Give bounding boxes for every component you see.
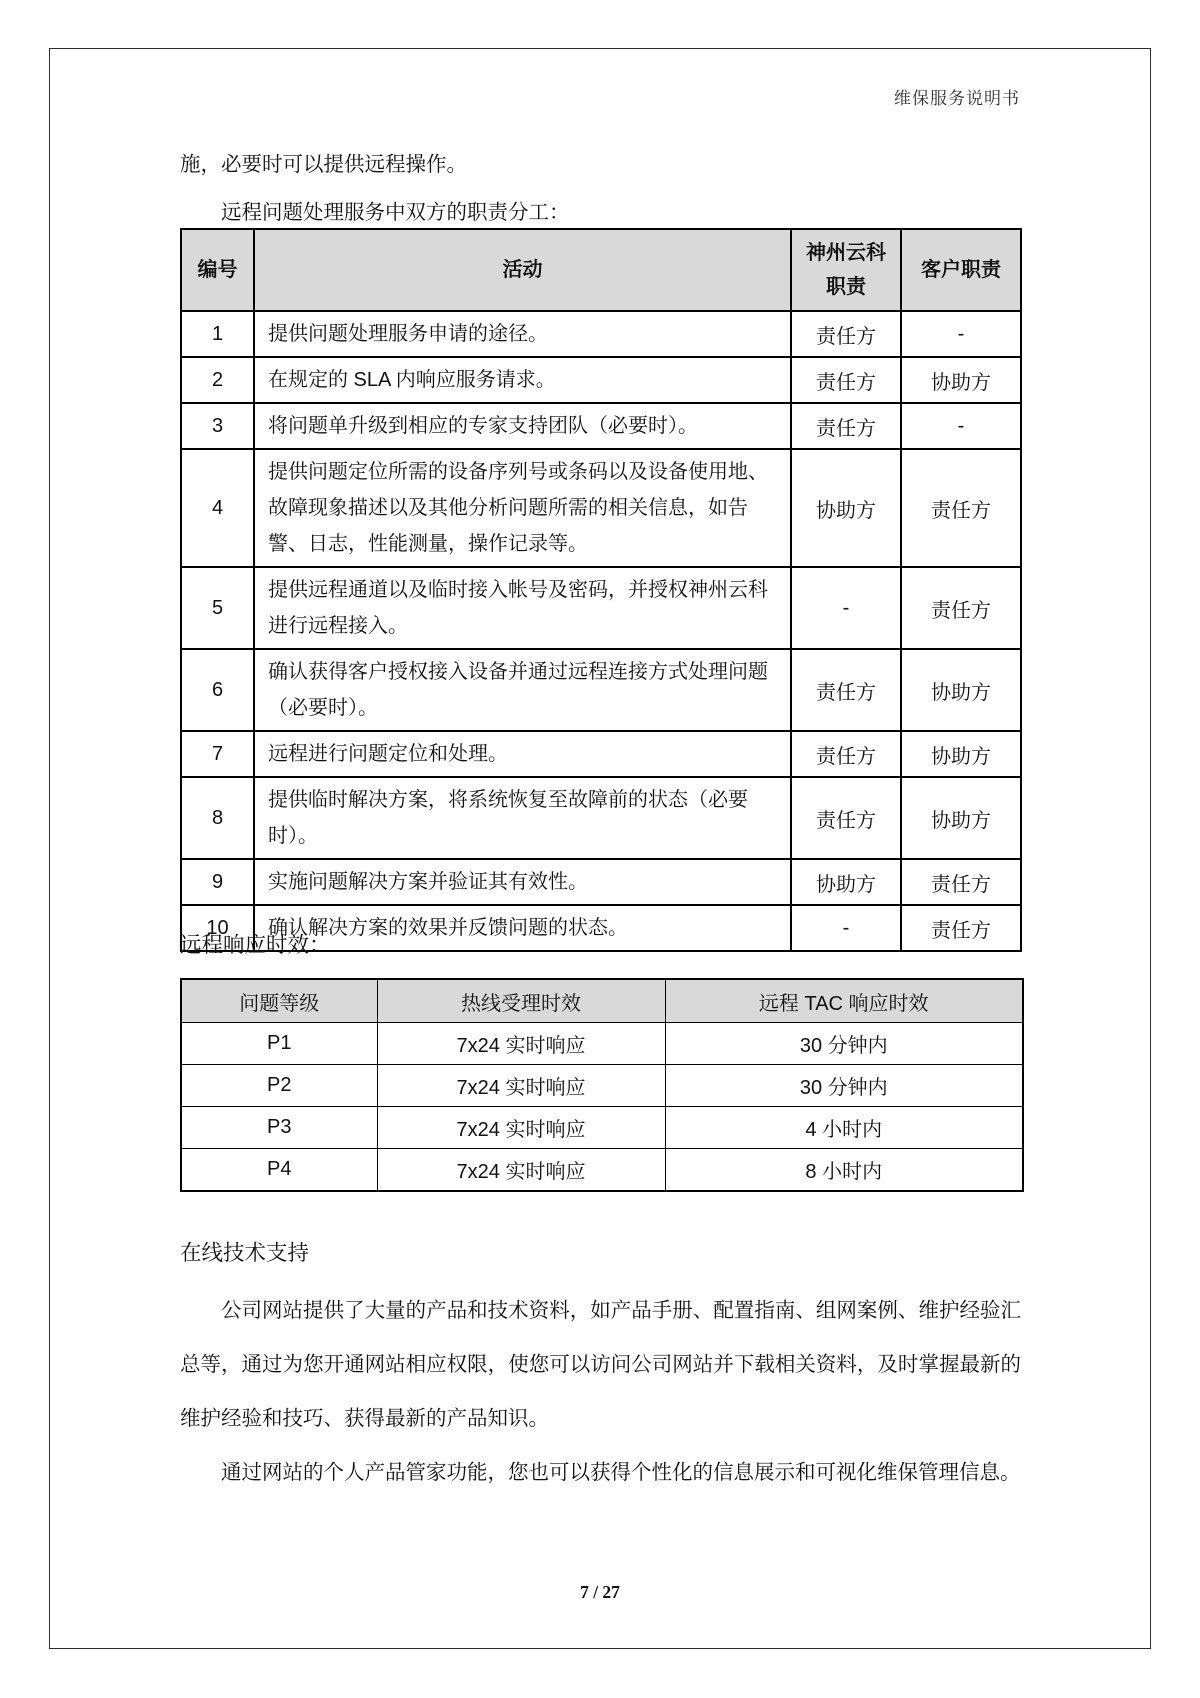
cell-vendor: 责任方 (791, 731, 901, 777)
cell-number: 2 (181, 357, 254, 403)
cell-number: 5 (181, 567, 254, 649)
cell-level: P2 (181, 1065, 377, 1107)
cell-vendor: - (791, 567, 901, 649)
cell-customer: 协助方 (901, 777, 1021, 859)
cell-customer: 协助方 (901, 649, 1021, 731)
online-support-paragraph-1: 公司网站提供了大量的产品和技术资料，如产品手册、配置指南、组网案例、维护经验汇总等，通过为您开通网站相应权限，使您可以访问公司网站并下载相关资料，及时掌握最新的维护经验和技巧、获得最新的产品知识。 (180, 1299, 1021, 1430)
response-time-heading: 远程响应时效： (180, 933, 331, 957)
cell-vendor: - (791, 905, 901, 951)
cell-vendor: 责任方 (791, 403, 901, 449)
online-support-heading: 在线技术支持 (180, 1241, 310, 1265)
cell-vendor: 责任方 (791, 357, 901, 403)
table-row (181, 567, 1021, 649)
cell-hotline: 7x24 实时响应 (377, 1065, 665, 1107)
table-row (181, 1065, 1023, 1107)
table-row (181, 1023, 1023, 1065)
cell-activity: 提供远程通道以及临时接入帐号及密码，并授权神州云科进行远程接入。 (254, 567, 791, 649)
table-row (181, 1149, 1023, 1192)
cell-activity: 远程进行问题定位和处理。 (254, 731, 791, 777)
cell-activity: 实施问题解决方案并验证其有效性。 (254, 859, 791, 905)
cell-number: 3 (181, 403, 254, 449)
cell-number: 1 (181, 311, 254, 357)
cell-customer: 协助方 (901, 731, 1021, 777)
cell-activity: 确认解决方案的效果并反馈问题的状态。 (254, 905, 791, 951)
header-cell-customer: 客户职责 (901, 229, 1021, 311)
table-row (181, 1107, 1023, 1149)
cell-tac: 30 分钟内 (665, 1065, 1023, 1107)
cell-customer: - (901, 311, 1021, 357)
header-cell-activity: 活动 (254, 229, 791, 311)
response-time-header-row (181, 979, 1023, 1023)
cell-hotline: 7x24 实时响应 (377, 1149, 665, 1192)
table-row (181, 777, 1021, 859)
cell-activity: 提供临时解决方案，将系统恢复至故障前的状态（必要时）。 (254, 777, 791, 859)
responsibility-table-header-row (181, 229, 1021, 311)
table-row (181, 403, 1021, 449)
header-cell-vendor-line1: 神州云科 (806, 242, 886, 264)
cell-tac: 8 小时内 (665, 1149, 1023, 1192)
cell-vendor: 协助方 (791, 449, 901, 567)
responsibility-table-caption: 远程问题处理服务中双方的职责分工： (221, 201, 570, 224)
cell-activity: 提供问题处理服务申请的途径。 (254, 311, 791, 357)
cell-hotline: 7x24 实时响应 (377, 1023, 665, 1065)
table-row (181, 731, 1021, 777)
table-row (181, 311, 1021, 357)
responsibility-table (180, 228, 1022, 952)
cell-customer: 责任方 (901, 449, 1021, 567)
header-cell-number: 编号 (181, 229, 254, 311)
cell-tac: 4 小时内 (665, 1107, 1023, 1149)
table-row (181, 449, 1021, 567)
cell-customer: 责任方 (901, 859, 1021, 905)
cell-activity: 在规定的 SLA 内响应服务请求。 (254, 357, 791, 403)
cell-number: 7 (181, 731, 254, 777)
cell-customer: 责任方 (901, 905, 1021, 951)
cell-customer: 协助方 (901, 357, 1021, 403)
cell-number: 6 (181, 649, 254, 731)
cell-vendor: 责任方 (791, 777, 901, 859)
intro-paragraph-continuation: 施，必要时可以提供远程操作。 (180, 153, 467, 176)
online-support-paragraph-2: 通过网站的个人产品管家功能，您也可以获得个性化的信息展示和可视化维保管理信息。 (221, 1461, 1021, 1484)
header-cell-vendor (791, 229, 901, 311)
cell-level: P4 (181, 1149, 377, 1192)
cell-vendor: 协助方 (791, 859, 901, 905)
page-number: 7 / 27 (580, 1582, 620, 1602)
table-row (181, 649, 1021, 731)
header-cell-level: 问题等级 (181, 979, 377, 1023)
table-row (181, 357, 1021, 403)
cell-vendor: 责任方 (791, 649, 901, 731)
cell-level: P1 (181, 1023, 377, 1065)
cell-level: P3 (181, 1107, 377, 1149)
header-cell-tac: 远程 TAC 响应时效 (665, 979, 1023, 1023)
cell-number: 4 (181, 449, 254, 567)
cell-number: 9 (181, 859, 254, 905)
cell-number: 10 (181, 905, 254, 951)
header-cell-vendor-line2: 职责 (826, 276, 866, 298)
cell-activity: 提供问题定位所需的设备序列号或条码以及设备使用地、故障现象描述以及其他分析问题所需的相关信息，如告警、日志，性能测量，操作记录等。 (254, 449, 791, 567)
document-header-title: 维保服务说明书 (894, 89, 1020, 108)
response-time-table (180, 978, 1024, 1192)
cell-activity: 确认获得客户授权接入设备并通过远程连接方式处理问题（必要时）。 (254, 649, 791, 731)
table-row (181, 859, 1021, 905)
cell-vendor: 责任方 (791, 311, 901, 357)
cell-activity: 将问题单升级到相应的专家支持团队（必要时）。 (254, 403, 791, 449)
cell-hotline: 7x24 实时响应 (377, 1107, 665, 1149)
cell-customer: 责任方 (901, 567, 1021, 649)
cell-number: 8 (181, 777, 254, 859)
cell-customer: - (901, 403, 1021, 449)
header-cell-hotline: 热线受理时效 (377, 979, 665, 1023)
cell-tac: 30 分钟内 (665, 1023, 1023, 1065)
